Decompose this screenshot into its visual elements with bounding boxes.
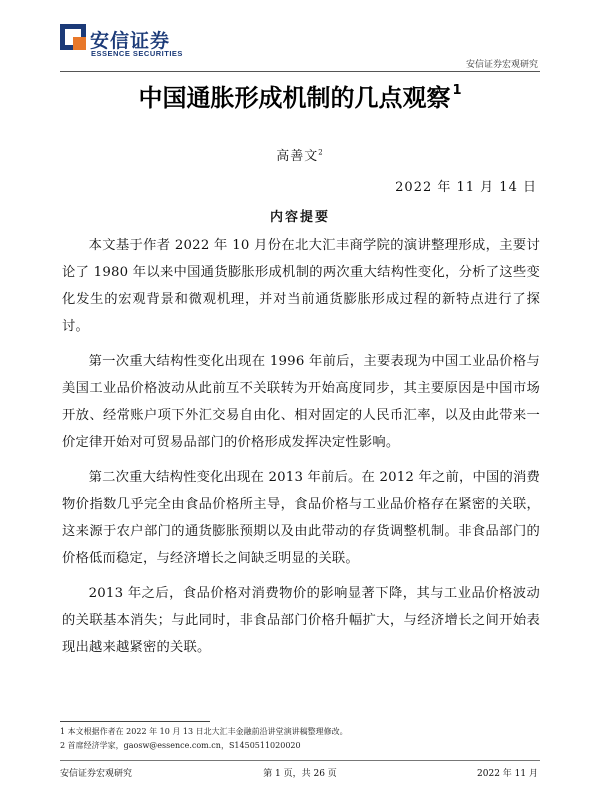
abstract-paragraph: 第二次重大结构性变化出现在 2013 年前后。在 2012 年之前，中国的消费物价指数几乎完全由食品价格所主导，食品价格与工业品价格存在紧密的关联，这来源于农户部门的通货膨胀预期以及由此带动的存货调整机制。非食品部门的价格低而稳定，与经济增长之间缺乏明显的关联。 <box>62 470 540 566</box>
footnote-2: 2 首席经济学家，gaosw@essence.com.cn，S1450511020020 <box>60 741 301 750</box>
header-report-series: 安信证券宏观研究 <box>465 60 538 70</box>
title-footnote-marker: 1 <box>452 83 462 98</box>
essence-logo-icon <box>60 24 86 50</box>
author-line: 高善文$^2$ <box>276 148 324 164</box>
footnote-1: 1 本文根据作者在 2022 年 10 月 13 日北大汇丰金融前沿讲堂演讲稿整理修改。 <box>60 727 348 736</box>
page-number: 第 1 页，共 26 页 <box>263 769 337 779</box>
footer-divider <box>60 760 540 761</box>
author-footnote-marker: 2 <box>318 148 324 157</box>
logo-english-name: ESSENCE SECURITIES <box>91 49 183 58</box>
header-divider <box>60 71 540 72</box>
abstract-body <box>62 232 540 669</box>
footer-series: 安信证券宏观研究 <box>60 769 133 779</box>
report-date: 2022 年 11 月 14 日 <box>395 180 537 195</box>
abstract-paragraph: 2013 年之后，食品价格对消费物价的影响显著下降，其与工业品价格波动的关联基本消失；与此同时，非食品部门价格升幅扩大，与经济增长之间开始表现出越来越紧密的关联。 <box>62 586 540 655</box>
logo-chinese-name: 安信证券 <box>90 30 171 52</box>
abstract-heading: 内容提要 <box>269 210 330 225</box>
abstract-paragraph: 本文基于作者 2022 年 10 月份在北大汇丰商学院的演讲整理形成，主要讨论了 1980 年以来中国通货膨胀形成机制的两次重大结构性变化，分析了这些变化发生的宏观背景和微观机理，并对当前通货膨胀形成过程的新特点进行了探讨。 <box>62 238 540 334</box>
abstract-paragraph: 第一次重大结构性变化出现在 1996 年前后，主要表现为中国工业品价格与美国工业品价格波动从此前互不关联转为开始高度同步，其主要原因是中国市场开放、经常账户项下外汇交易自由化、相对固定的人民币汇率，以及由此带来一价定律开始对可贸易品部门的价格形成发挥决定性影响。 <box>62 354 540 450</box>
footer-date: 2022 年 11 月 <box>477 769 538 779</box>
footnote-divider <box>60 721 210 722</box>
report-title: 中国通胀形成机制的几点观察 $^1$ <box>138 83 462 112</box>
